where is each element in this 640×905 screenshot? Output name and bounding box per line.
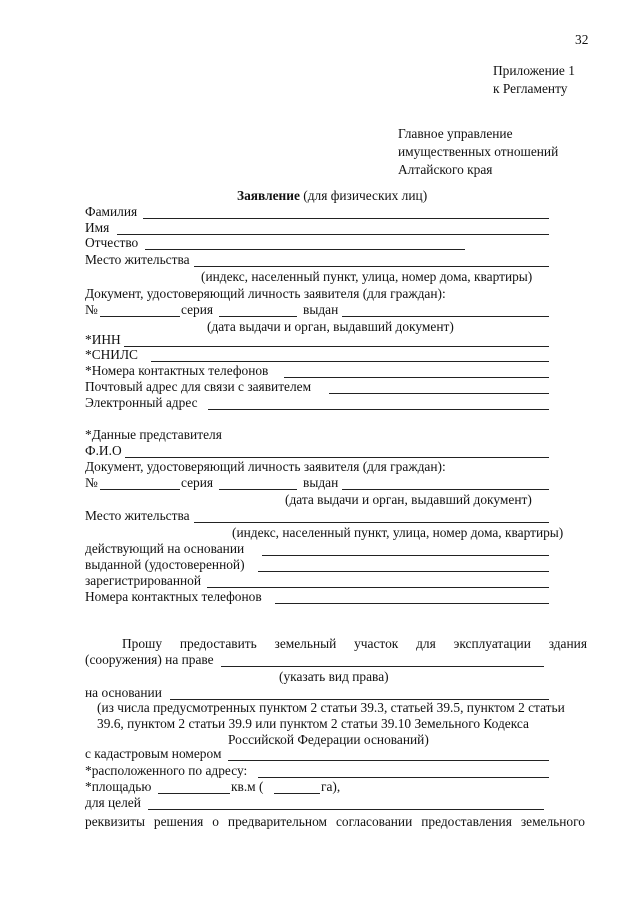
rep-registered-label: зарегистрированной xyxy=(85,573,202,588)
basis-hint-line-3: Российской Федерации оснований) xyxy=(228,732,429,747)
id-doc-label: Документ, удостоверяющий личность заявителя (для граждан): xyxy=(85,286,446,301)
area-unit-label: кв.м ( xyxy=(231,779,264,794)
rep-residence-label: Место жительства xyxy=(85,508,190,523)
doc-series-label: серия xyxy=(181,302,214,317)
residence-hint: (индекс, населенный пункт, улица, номер дома, квартиры) xyxy=(201,269,533,284)
request-line-1: Прошу предоставить земельный участок для эксплуатации здания xyxy=(122,636,587,651)
area-sqm-field[interactable] xyxy=(158,793,230,794)
residence-label: Место жительства xyxy=(85,252,190,267)
phones-field[interactable] xyxy=(284,377,549,378)
rep-doc-series-label: серия xyxy=(181,475,214,490)
patronymic-field[interactable] xyxy=(145,249,465,250)
request-right-label: (сооружения) на праве xyxy=(85,652,214,667)
doc-number-label: № xyxy=(85,302,98,317)
doc-issued-field[interactable] xyxy=(342,316,549,317)
page-number: 32 xyxy=(575,32,589,47)
appendix-line-1: Приложение 1 xyxy=(493,63,575,78)
decision-details-line: реквизиты решения о предварительном согласовании предоставления земельного xyxy=(85,814,585,829)
rep-phones-field[interactable] xyxy=(275,603,549,604)
patronymic-label: Отчество xyxy=(85,235,139,250)
rep-id-doc-label: Документ, удостоверяющий личность заявителя (для граждан): xyxy=(85,459,446,474)
doc-issued-hint: (дата выдачи и орган, выдавший документ) xyxy=(207,319,454,334)
name-label: Имя xyxy=(85,220,110,235)
cadastral-label: с кадастровым номером xyxy=(85,746,222,761)
rep-acting-label: действующий на основании xyxy=(85,541,245,556)
doc-series-field[interactable] xyxy=(219,316,297,317)
basis-hint-line-1: (из числа предусмотренных пунктом 2 статьи 39.3, статьей 39.5, пунктом 2 статьи xyxy=(97,700,565,715)
rep-doc-issued-field[interactable] xyxy=(342,489,549,490)
form-title-rest: (для физических лиц) xyxy=(299,188,428,203)
email-field[interactable] xyxy=(208,409,549,410)
appendix-line-2: к Регламенту xyxy=(493,81,568,96)
right-type-hint: (указать вид права) xyxy=(279,669,389,684)
doc-issued-label: выдан xyxy=(303,302,339,317)
representative-header: *Данные представителя xyxy=(85,427,222,442)
rep-certified-label: выданной (удостоверенной) xyxy=(85,557,245,572)
rep-residence-field[interactable] xyxy=(194,522,549,523)
address-label: *расположенного по адресу: xyxy=(85,763,248,778)
form-title-bold: Заявление xyxy=(237,188,300,203)
surname-field[interactable] xyxy=(143,218,549,219)
rep-doc-series-field[interactable] xyxy=(219,489,297,490)
rep-doc-issued-label: выдан xyxy=(303,475,339,490)
snils-field[interactable] xyxy=(151,361,549,362)
rep-doc-number-field[interactable] xyxy=(100,489,180,490)
area-ha-field[interactable] xyxy=(274,793,320,794)
rep-registered-field[interactable] xyxy=(207,587,549,588)
name-field[interactable] xyxy=(117,234,549,235)
purpose-label: для целей xyxy=(85,795,141,810)
rep-acting-field[interactable] xyxy=(262,555,549,556)
inn-label: *ИНН xyxy=(85,332,121,347)
rep-doc-number-label: № xyxy=(85,475,98,490)
rep-residence-hint: (индекс, населенный пункт, улица, номер дома, квартиры) xyxy=(232,525,564,540)
addressee-line-3: Алтайского края xyxy=(398,162,493,177)
inn-field[interactable] xyxy=(124,346,549,347)
postal-address-label: Почтовый адрес для связи с заявителем xyxy=(85,379,312,394)
rep-fio-field[interactable] xyxy=(125,457,549,458)
rep-phones-label: Номера контактных телефонов xyxy=(85,589,262,604)
address-field[interactable] xyxy=(258,777,549,778)
residence-field[interactable] xyxy=(194,266,549,267)
phones-label: *Номера контактных телефонов xyxy=(85,363,269,378)
rep-fio-label: Ф.И.О xyxy=(85,443,122,458)
basis-label: на основании xyxy=(85,685,162,700)
doc-number-field[interactable] xyxy=(100,316,180,317)
area-label: *площадью xyxy=(85,779,152,794)
rep-certified-field[interactable] xyxy=(258,571,549,572)
surname-label: Фамилия xyxy=(85,204,138,219)
rep-doc-issued-hint: (дата выдачи и орган, выдавший документ) xyxy=(285,492,532,507)
cadastral-field[interactable] xyxy=(228,760,549,761)
form-title xyxy=(237,189,427,202)
email-label: Электронный адрес xyxy=(85,395,198,410)
addressee-line-1: Главное управление xyxy=(398,126,513,141)
basis-hint-line-2: 39.6, пунктом 2 статьи 39.9 или пунктом 2 статьи 39.10 Земельного Кодекса xyxy=(97,716,529,731)
area-ha-label: га), xyxy=(321,779,341,794)
addressee-line-2: имущественных отношений xyxy=(398,144,559,159)
snils-label: *СНИЛС xyxy=(85,347,138,362)
postal-address-field[interactable] xyxy=(329,393,549,394)
purpose-field[interactable] xyxy=(148,809,544,810)
right-type-field[interactable] xyxy=(221,666,544,667)
